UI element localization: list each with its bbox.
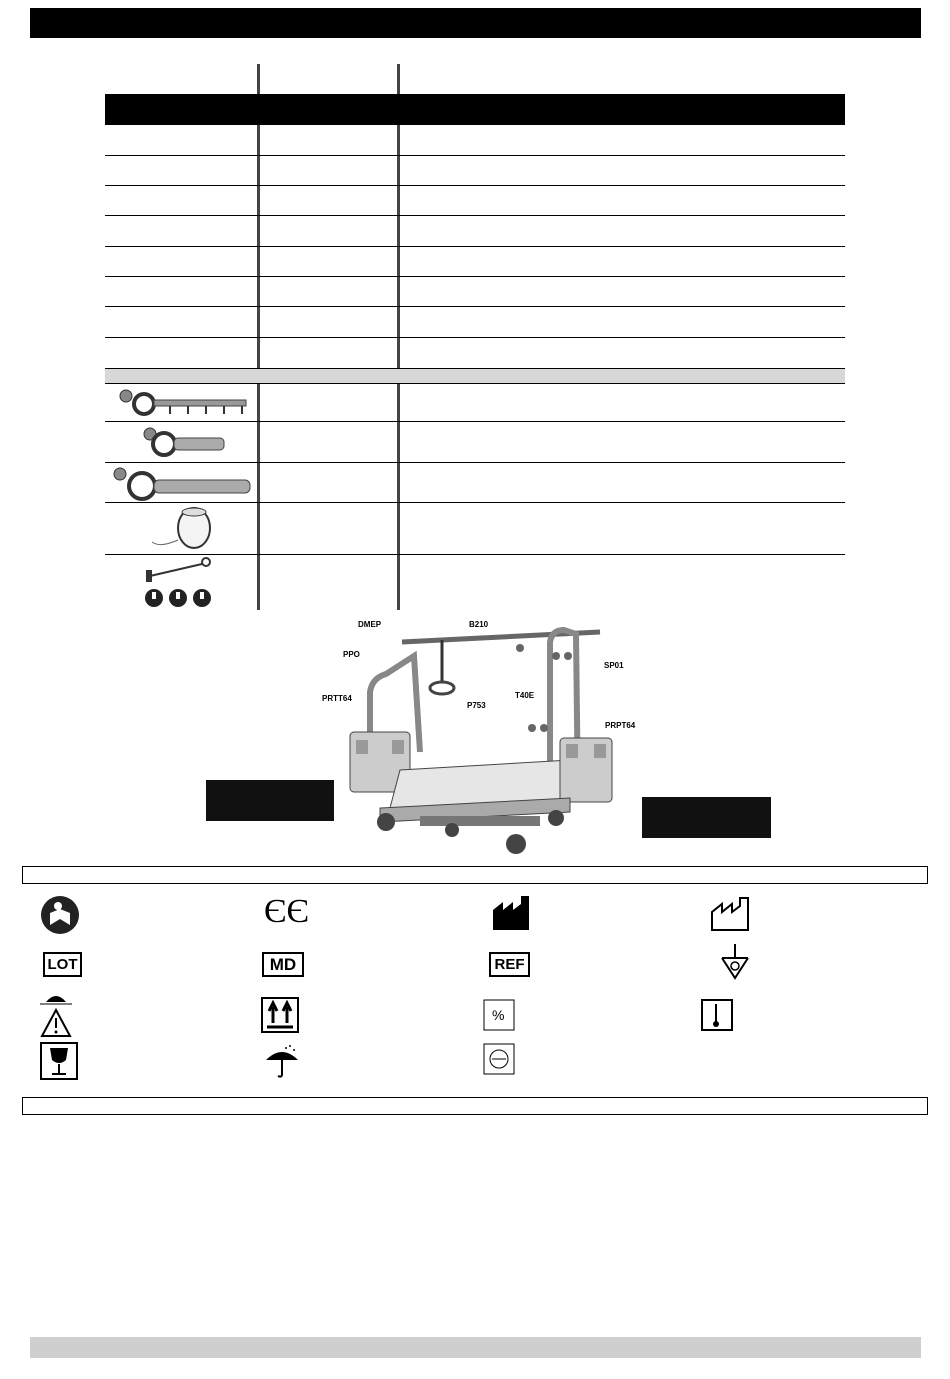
- manual-icon: [40, 895, 80, 935]
- manufacturer-icon: [491, 896, 531, 932]
- ref-icon: REF: [489, 952, 530, 977]
- label-dmep: DMEP: [358, 620, 382, 629]
- long-tube-clamp-image: [108, 464, 253, 502]
- label-ppo: PPO: [343, 650, 360, 659]
- table-header-row: [105, 94, 845, 125]
- table-row: [105, 554, 845, 555]
- table-row: [105, 185, 845, 186]
- label-prtt64: PRTT64: [322, 694, 352, 703]
- short-tube-clamp-image: [140, 424, 230, 460]
- bottom-footer-bar: [30, 1337, 921, 1358]
- rope-spool-image: [150, 504, 220, 552]
- label-p753: P753: [467, 701, 486, 710]
- top-header-bar: [30, 8, 921, 38]
- label-t40e: T40E: [515, 691, 535, 700]
- table-row: [105, 306, 845, 307]
- label-b210: B210: [469, 620, 489, 629]
- lot-icon: LOT: [43, 952, 82, 977]
- table-section-row: [105, 368, 845, 384]
- redacted-box-right: [642, 797, 771, 838]
- redacted-box-left: [206, 780, 334, 821]
- table-row: [105, 421, 845, 422]
- table-row: [105, 502, 845, 503]
- keep-dry-icon: [264, 1042, 300, 1080]
- temperature-icon: [696, 998, 738, 1032]
- table-row: [105, 215, 845, 216]
- humidity-percent-text: %: [492, 1007, 505, 1023]
- pressure-icon: [478, 1042, 520, 1078]
- table-row: [105, 155, 845, 156]
- label-sp01: SP01: [604, 661, 624, 670]
- this-way-up-icon: [261, 997, 299, 1033]
- table-row: [105, 276, 845, 277]
- symbols-footer-box: [22, 1097, 928, 1115]
- md-icon: MD: [262, 952, 304, 977]
- manufacture-date-icon: [710, 896, 752, 932]
- table-row: [105, 337, 845, 338]
- weights-kit-image: [140, 556, 220, 608]
- bed-drawing: [320, 612, 630, 860]
- humidity-icon: [478, 998, 520, 1032]
- label-prpt64: PRPT64: [605, 721, 636, 730]
- fragile-icon: [40, 1042, 78, 1080]
- table-row: [105, 462, 845, 463]
- ce-mark-icon: ЄЄ: [264, 893, 309, 930]
- table-row: [105, 246, 845, 247]
- hook-bar-clamp-image: [108, 386, 248, 420]
- equipotential-icon: [718, 942, 752, 982]
- symbols-header-box: [22, 866, 928, 884]
- warning-icon: [40, 990, 72, 1038]
